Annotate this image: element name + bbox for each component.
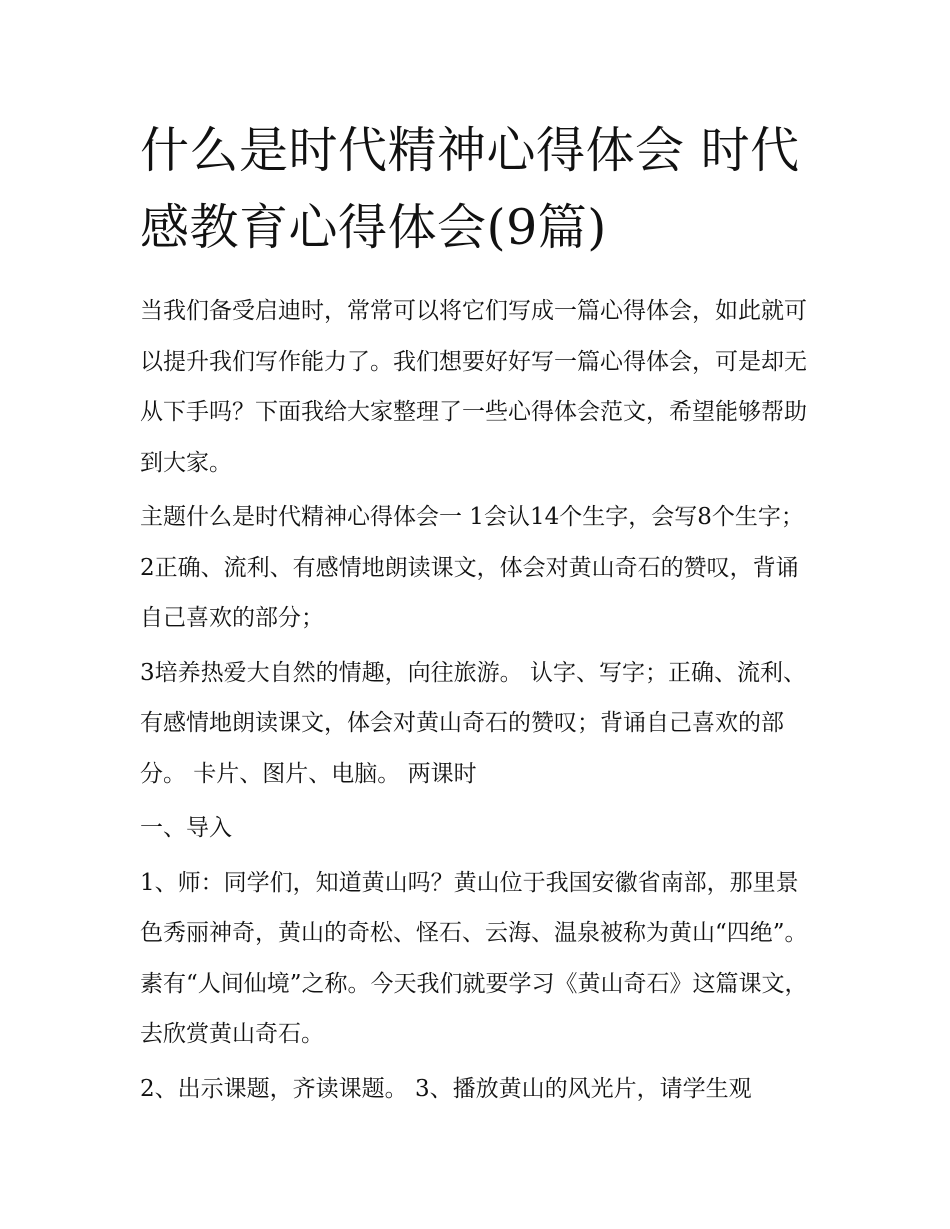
step-2-paragraph: 2、出示课题，齐读课题。 3、播放黄山的风光片，请学生观 <box>140 1075 752 1102</box>
objectives-paragraph: 主题什么是时代精神心得体会一 1会认14个生字，会写8个生字； 2正确、流利、有感情地朗读课文，体会对黄山奇石的赞叹，背诵自己喜欢的部分； <box>140 504 804 631</box>
step-1-paragraph: 1、师：同学们，知道黄山吗？黄山位于我国安徽省南部，那里景色秀丽神奇，黄山的奇松、怪石、云海、温泉被称为黄山“四绝”。素有“人间仙境”之称。今天我们就要学习《黄山奇石》这篇课文，去欣赏黄山奇石。 <box>140 869 808 1047</box>
section-heading-intro: 一、导入 <box>140 815 232 841</box>
intro-paragraph: 当我们备受启迪时，常常可以将它们写成一篇心得体会，如此就可以提升我们写作能力了。我们想要好好写一篇心得体会，可是却无从下手吗？下面我给大家整理了一些心得体会范文，希望能够帮助到大家。 <box>140 298 807 476</box>
focus-paragraph: 3培养热爱大自然的情趣，向往旅游。 认字、写字；正确、流利、有感情地朗读课文，体会对黄山奇石的赞叹；背诵自己喜欢的部分。 卡片、图片、电脑。 两课时 <box>140 659 806 787</box>
document-title: 什么是时代精神心得体会 时代感教育心得体会(9篇) <box>140 122 800 256</box>
document-page <box>140 112 820 1114</box>
